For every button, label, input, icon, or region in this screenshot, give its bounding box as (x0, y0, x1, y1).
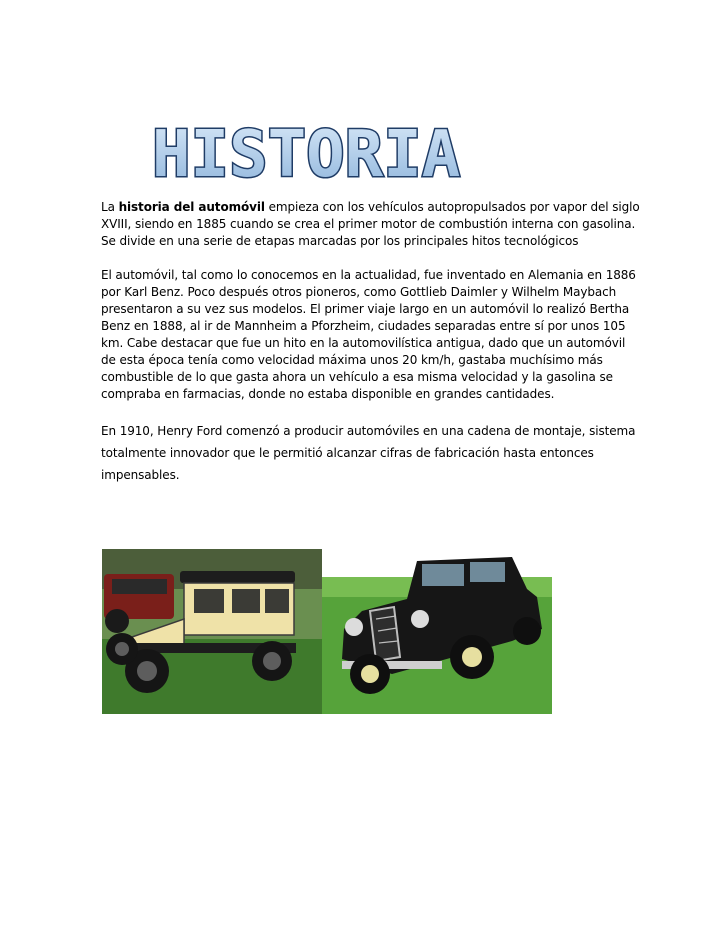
p1-rest: empieza con los vehículos autopropulsados por vapor del siglo XVIII, siendo en 1885 cuando se crea el primer motor de combustión interna con gasolina. Se divide en una serie de etapas marcadas por los principales hitos tecnológicos (101, 200, 640, 248)
p1-lead: La (101, 200, 119, 214)
title-text: HISTORIA (152, 118, 461, 192)
black-car-icon (322, 549, 552, 714)
document-title (148, 112, 468, 192)
vintage-cream-car-photo (102, 549, 322, 714)
paragraph-3: En 1910, Henry Ford comenzó a producir automóviles en una cadena de montaje, sistema totalmente innovador que le permitió alcanzar cifras de fabricación hasta entonces impensables. (101, 424, 636, 482)
cream-car-icon (102, 549, 322, 714)
p1-bold-term: historia del automóvil (118, 200, 265, 214)
wordart-title (148, 112, 468, 192)
paragraph-1 (101, 199, 641, 250)
paragraph-2: El automóvil, tal como lo conocemos en la actualidad, fue inventado en Alemania en 1886 por Karl Benz. Poco después otros pioneros, como Gottlieb Daimler y Wilhelm Maybach presentaron a su vez sus modelos. El primer viaje largo en un automóvil lo realizó Bertha Benz en 1888, al ir de Mannheim a Pforzheim, ciudades separadas entre sí por unos 105 km. Cabe destacar que fue un hito en la automovilística antigua, dado que un automóvil de esta época tenía como velocidad máxima unos 20 km/h, gastaba muchísimo más combustible de lo que gasta ahora un vehículo a esa misma velocidad y la gasolina se compraba en farmacias, donde no estaba disponible en grandes cantidades. (101, 268, 636, 401)
vintage-black-car-photo (322, 549, 552, 714)
body-text (101, 199, 641, 503)
photo-row (102, 549, 552, 714)
